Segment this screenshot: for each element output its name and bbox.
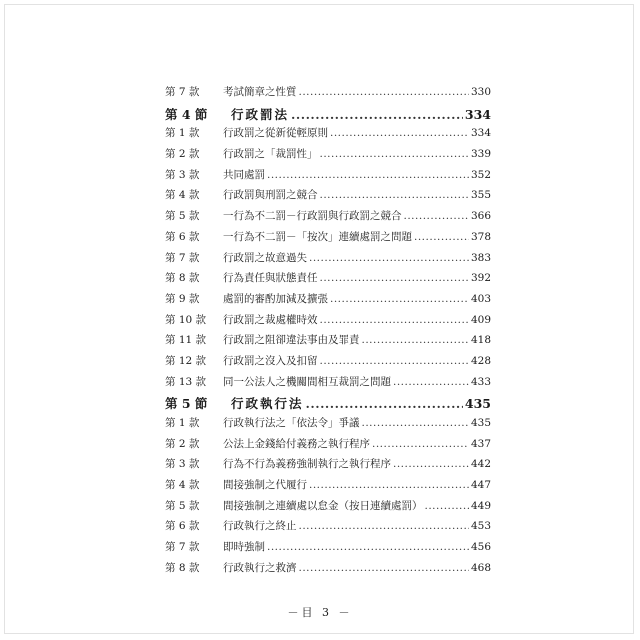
toc-article-row xyxy=(165,415,491,436)
toc-entry-number: 第 5 節 xyxy=(165,396,208,412)
toc-entry-title: 行政執行之救濟 xyxy=(223,561,297,574)
toc-entry-page: 409 xyxy=(470,313,491,326)
toc-entry-page: 447 xyxy=(470,479,491,492)
toc-entry-title: 行政罰法 xyxy=(231,106,290,122)
toc-article-row xyxy=(165,229,491,250)
toc-entry-page: 355 xyxy=(470,189,491,202)
toc-entry-page: 428 xyxy=(470,354,491,367)
toc-entry-page: 330 xyxy=(470,86,491,98)
toc-entry-title: 公法上金錢給付義務之執行程序 xyxy=(223,437,370,450)
toc-entry-number: 第 2 款 xyxy=(165,437,200,450)
toc-entry-page: 433 xyxy=(470,375,491,388)
toc-entry-number: 第 6 款 xyxy=(165,520,200,533)
toc-entry-number: 第 3 款 xyxy=(165,458,200,471)
toc-article-row xyxy=(165,270,491,291)
toc-entry-title: 行政罰之從新從輕原則 xyxy=(223,127,328,140)
toc-article-row xyxy=(165,291,491,312)
toc-dot-leader xyxy=(320,314,469,326)
toc-dot-leader xyxy=(320,189,469,201)
toc-dot-leader xyxy=(299,520,469,532)
toc-entry-number: 第 5 款 xyxy=(165,210,200,223)
toc-entry-page: 456 xyxy=(470,541,491,554)
toc-entry-page: 442 xyxy=(470,458,491,471)
toc-entry-number: 第 2 款 xyxy=(165,148,200,161)
toc-entry-page: 334 xyxy=(470,127,491,140)
toc-article-row xyxy=(165,374,491,395)
toc-dot-leader xyxy=(330,127,469,139)
toc-entry-page: 383 xyxy=(470,251,491,264)
toc-entry-page: 468 xyxy=(470,561,491,574)
toc-entry-number: 第 4 款 xyxy=(165,189,200,202)
toc-entry-title: 行政罰之「裁罰性」 xyxy=(223,148,318,161)
toc-entry-page: 435 xyxy=(464,396,491,412)
toc-entry-page: 392 xyxy=(470,272,491,285)
toc-entry-number: 第 7 款 xyxy=(165,251,200,264)
toc-entry-page: 449 xyxy=(470,499,491,512)
toc-entry-number: 第 7 款 xyxy=(165,86,200,98)
toc-article-row xyxy=(165,167,491,188)
toc-entry-number: 第 6 款 xyxy=(165,230,200,243)
toc-entry-number: 第 8 款 xyxy=(165,561,200,574)
toc-entry-title: 一行為不二罰－行政罰與行政罰之競合 xyxy=(223,210,402,223)
toc-section-row xyxy=(165,105,491,126)
toc-dot-leader xyxy=(393,458,469,470)
toc-dot-leader xyxy=(309,479,469,491)
toc-article-row xyxy=(165,456,491,477)
toc-dot-leader xyxy=(425,500,469,512)
toc-entry-number: 第 4 款 xyxy=(165,479,200,492)
toc-dot-leader xyxy=(267,169,469,181)
toc-dot-leader xyxy=(372,438,469,450)
toc-article-row xyxy=(165,187,491,208)
toc-entry-page: 403 xyxy=(470,292,491,305)
toc-entry-title: 處罰的審酌加減及擴張 xyxy=(223,292,328,305)
toc-entry-page: 453 xyxy=(470,520,491,533)
toc-article-row xyxy=(165,436,491,457)
toc-entry-title: 行為不行為義務強制執行之執行程序 xyxy=(223,458,391,471)
table-of-contents xyxy=(165,84,491,581)
toc-entry-number: 第 12 款 xyxy=(165,354,207,367)
toc-entry-page: 437 xyxy=(470,437,491,450)
toc-entry-number: 第 11 款 xyxy=(165,334,207,347)
toc-dot-leader xyxy=(299,86,469,98)
toc-entry-number: 第 1 款 xyxy=(165,417,200,429)
toc-entry-title: 行政執行法之「依法令」爭議 xyxy=(223,417,360,429)
toc-entry-page: 339 xyxy=(470,148,491,161)
toc-article-row xyxy=(165,560,491,581)
toc-entry-page: 418 xyxy=(470,334,491,347)
toc-entry-title: 同一公法人之機關間相互裁罰之問題 xyxy=(223,375,391,388)
toc-dot-leader xyxy=(414,231,469,243)
toc-article-row xyxy=(165,477,491,498)
toc-entry-page: 334 xyxy=(464,106,491,122)
toc-dot-leader xyxy=(291,107,463,122)
toc-entry-number: 第 13 款 xyxy=(165,375,207,388)
toc-article-row xyxy=(165,353,491,374)
toc-entry-title: 共同處罰 xyxy=(223,168,265,181)
toc-article-row xyxy=(165,332,491,353)
toc-article-row xyxy=(165,146,491,167)
toc-entry-page: 378 xyxy=(470,230,491,243)
toc-dot-leader xyxy=(267,541,469,553)
toc-dot-leader xyxy=(306,396,463,411)
toc-dot-leader xyxy=(320,355,469,367)
toc-entry-title: 行政罰之裁處權時效 xyxy=(223,313,318,326)
toc-entry-title: 考試簡章之性質 xyxy=(223,86,297,98)
toc-entry-title: 行政罰之故意過失 xyxy=(223,251,307,264)
toc-article-row xyxy=(165,125,491,146)
toc-dot-leader xyxy=(393,376,469,388)
toc-entry-number: 第 9 款 xyxy=(165,292,200,305)
toc-article-row xyxy=(165,208,491,229)
toc-entry-number: 第 8 款 xyxy=(165,272,200,285)
toc-dot-leader xyxy=(320,272,469,284)
toc-section-row xyxy=(165,394,491,415)
toc-entry-title: 行政罰之沒入及扣留 xyxy=(223,354,318,367)
toc-article-row xyxy=(165,250,491,271)
toc-entry-number: 第 5 款 xyxy=(165,499,200,512)
toc-entry-title: 行政罰與刑罰之競合 xyxy=(223,189,318,202)
toc-entry-number: 第 7 款 xyxy=(165,541,200,554)
toc-article-row xyxy=(165,84,491,105)
toc-entry-number: 第 4 節 xyxy=(165,106,208,122)
toc-entry-title: 一行為不二罰－「按次」連續處罰之問題 xyxy=(223,230,412,243)
toc-entry-title: 行政罰之阻卻違法事由及罪責 xyxy=(223,334,360,347)
toc-entry-title: 行政執行法 xyxy=(231,396,304,412)
toc-entry-number: 第 3 款 xyxy=(165,168,200,181)
toc-entry-page: 366 xyxy=(470,210,491,223)
toc-entry-title: 行為責任與狀態責任 xyxy=(223,272,318,285)
toc-entry-title: 間接強制之連續處以怠金（按日連續處罰） xyxy=(223,499,423,512)
toc-article-row xyxy=(165,518,491,539)
toc-dot-leader xyxy=(330,293,469,305)
toc-entry-title: 即時強制 xyxy=(223,541,265,554)
toc-article-row xyxy=(165,498,491,519)
page-number-footer: －目 3 － xyxy=(287,606,353,619)
toc-entry-page: 352 xyxy=(470,168,491,181)
toc-article-row xyxy=(165,312,491,333)
toc-entry-title: 行政執行之終止 xyxy=(223,520,297,533)
toc-entry-number: 第 10 款 xyxy=(165,313,207,326)
toc-article-row xyxy=(165,539,491,560)
toc-dot-leader xyxy=(362,334,469,346)
toc-dot-leader xyxy=(320,148,469,160)
toc-entry-number: 第 1 款 xyxy=(165,127,200,140)
toc-dot-leader xyxy=(309,252,469,264)
toc-dot-leader xyxy=(299,562,469,574)
toc-dot-leader xyxy=(404,210,469,222)
toc-entry-page: 435 xyxy=(470,417,491,429)
toc-entry-title: 間接強制之代履行 xyxy=(223,479,307,492)
toc-dot-leader xyxy=(362,417,469,429)
